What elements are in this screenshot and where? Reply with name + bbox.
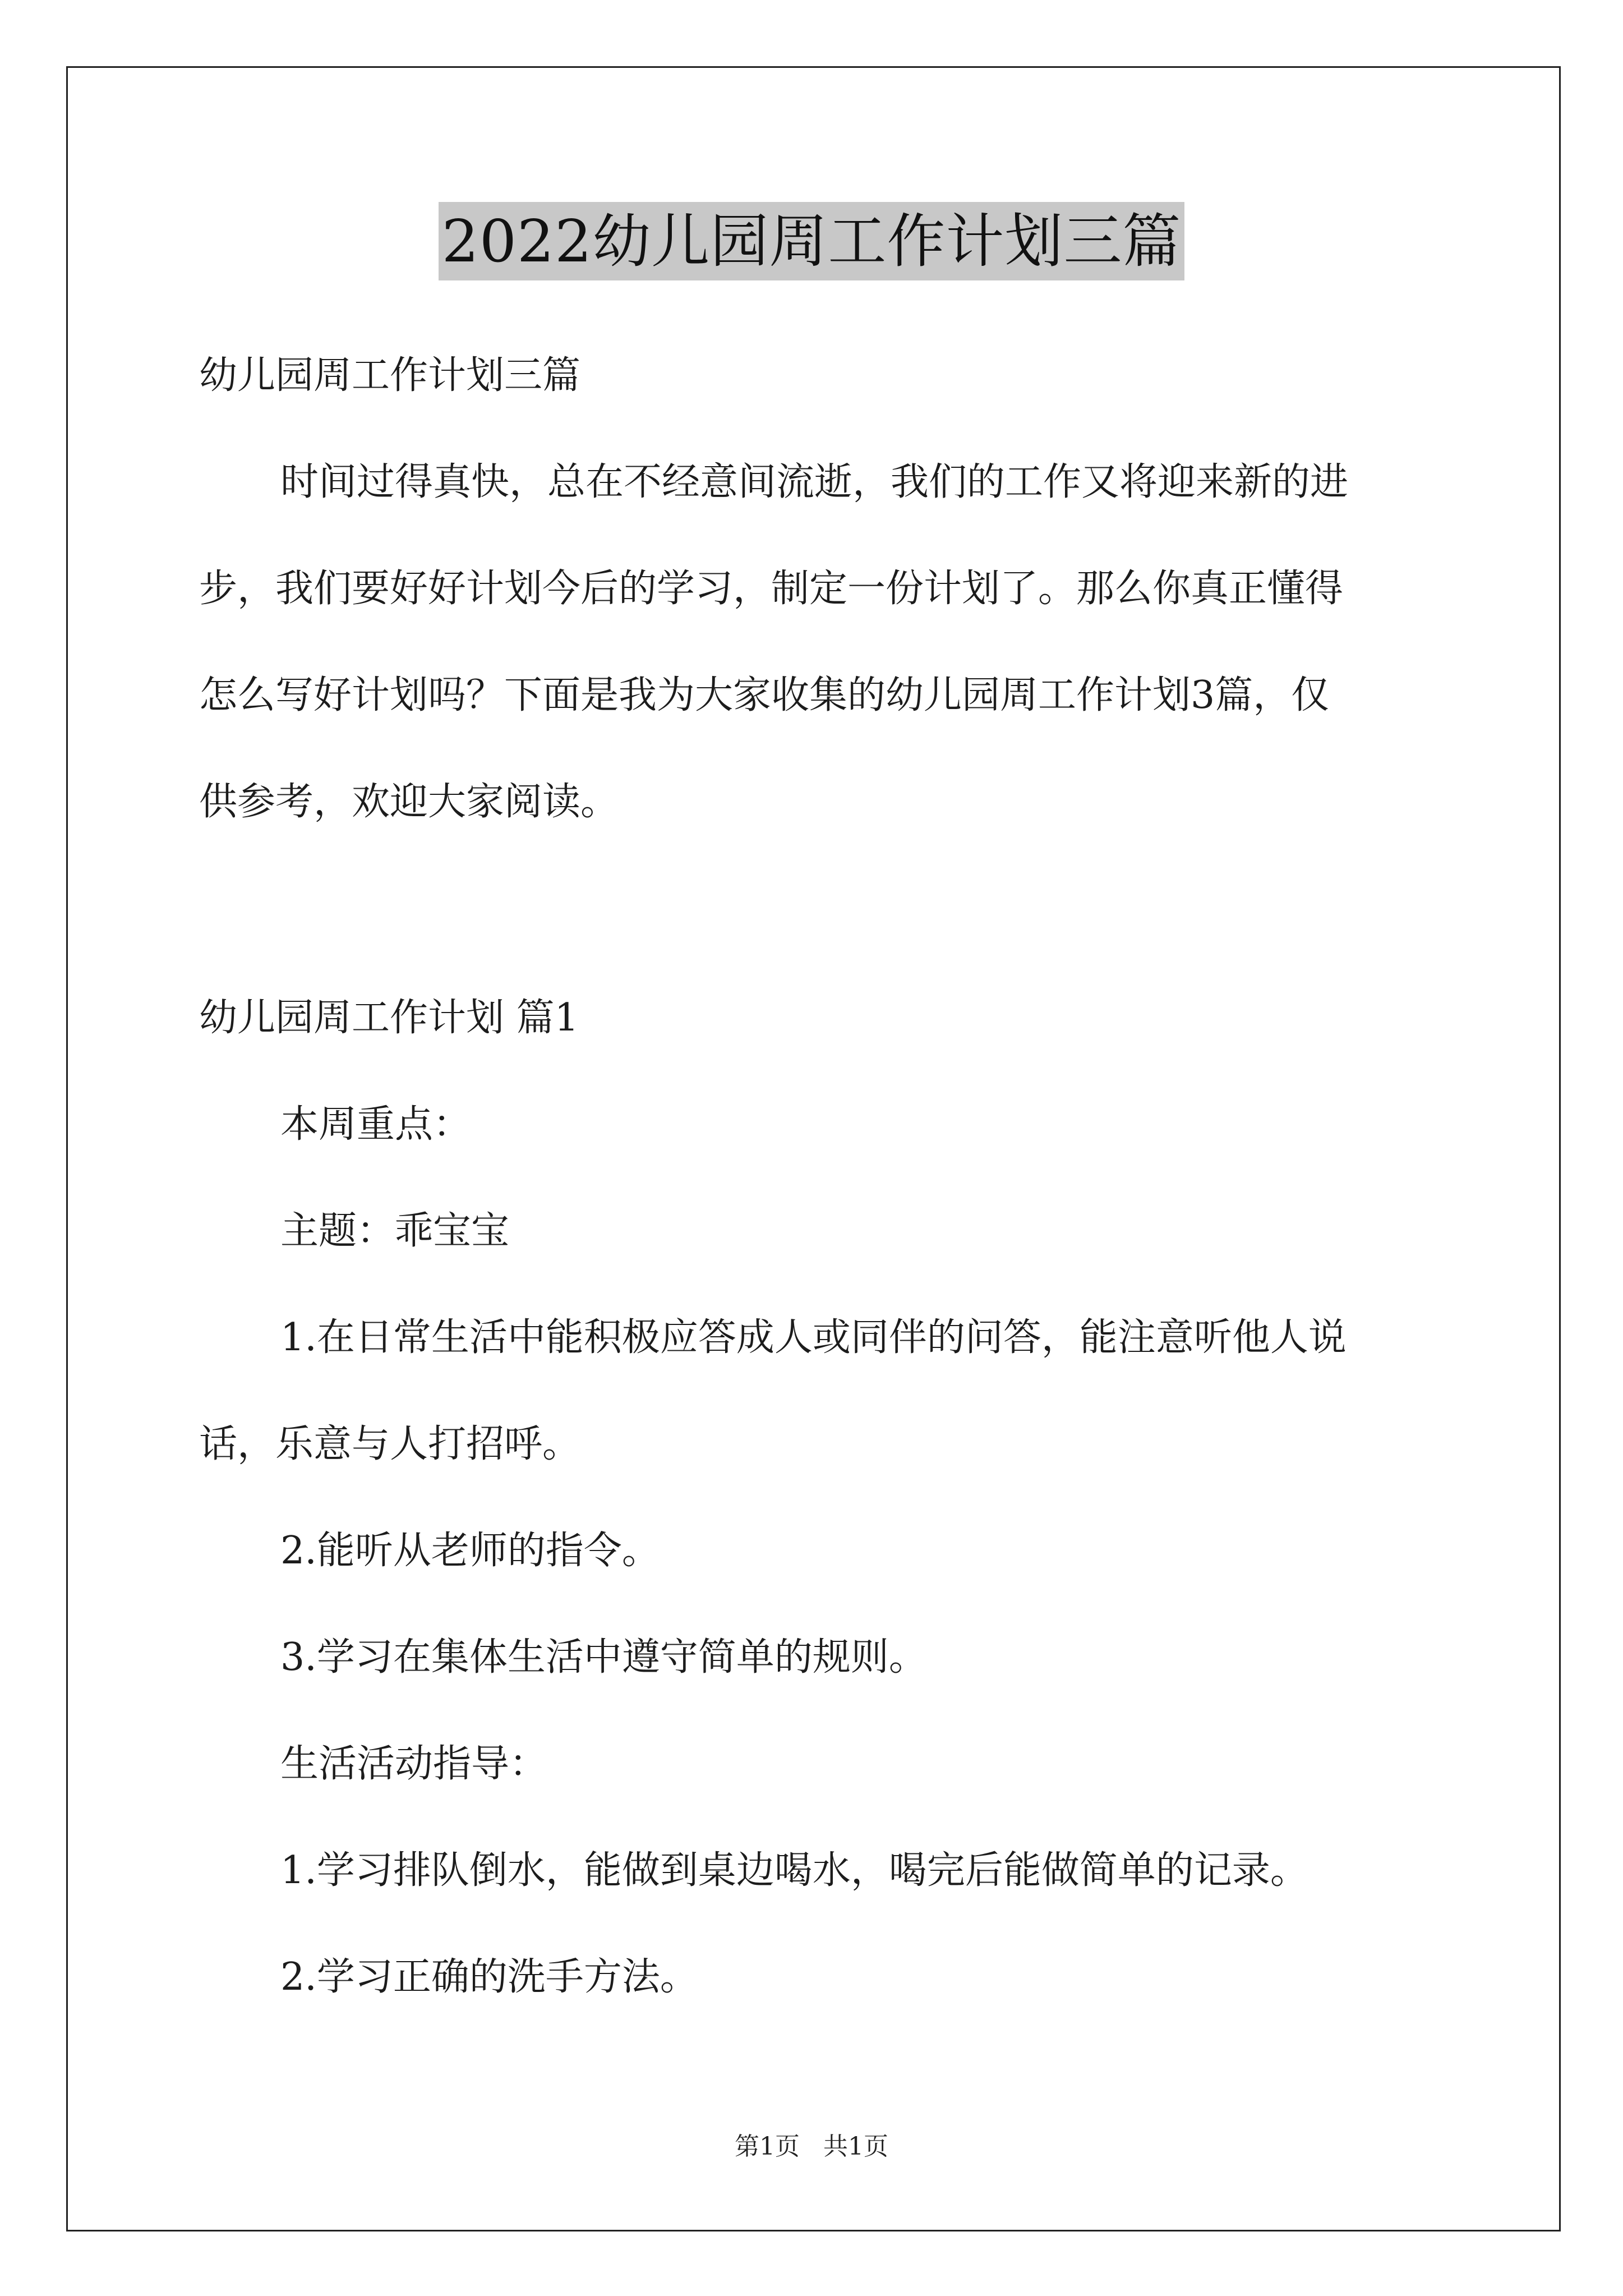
intro-line-4: 供参考，欢迎大家阅读。 <box>199 780 619 824</box>
life-label: 生活活动指导： <box>280 1742 548 1786</box>
focus-item-1a: 1.在日常生活中能积极应答成人或同伴的问答，能注意听他人说 <box>280 1315 1347 1360</box>
page-footer: 第1页 共1页 <box>735 2132 888 2161</box>
title-container <box>0 202 1623 280</box>
focus-label: 本周重点： <box>280 1102 472 1147</box>
section1-heading: 幼儿园周工作计划 篇1 <box>199 996 579 1040</box>
subtitle: 幼儿园周工作计划三篇 <box>199 353 581 398</box>
intro-line-1: 时间过得真快，总在不经意间流逝，我们的工作又将迎来新的进 <box>280 460 1349 504</box>
focus-item-1b: 话，乐意与人打招呼。 <box>199 1422 581 1466</box>
life-item-1: 1.学习排队倒水，能做到桌边喝水，喝完后能做简单的记录。 <box>280 1848 1308 1893</box>
life-item-2: 2.学习正确的洗手方法。 <box>280 1955 698 1999</box>
document-title: 2022幼儿园周工作计划三篇 <box>439 202 1185 280</box>
intro-line-3: 怎么写好计划吗？下面是我为大家收集的幼儿园周工作计划3篇，仅 <box>199 673 1330 717</box>
theme-line: 主题：乖宝宝 <box>280 1209 510 1253</box>
focus-item-3: 3.学习在集体生活中遵守简单的规则。 <box>280 1635 927 1680</box>
focus-item-2: 2.能听从老师的指令。 <box>280 1529 660 1573</box>
intro-line-2: 步，我们要好好计划今后的学习，制定一份计划了。那么你真正懂得 <box>199 567 1344 611</box>
